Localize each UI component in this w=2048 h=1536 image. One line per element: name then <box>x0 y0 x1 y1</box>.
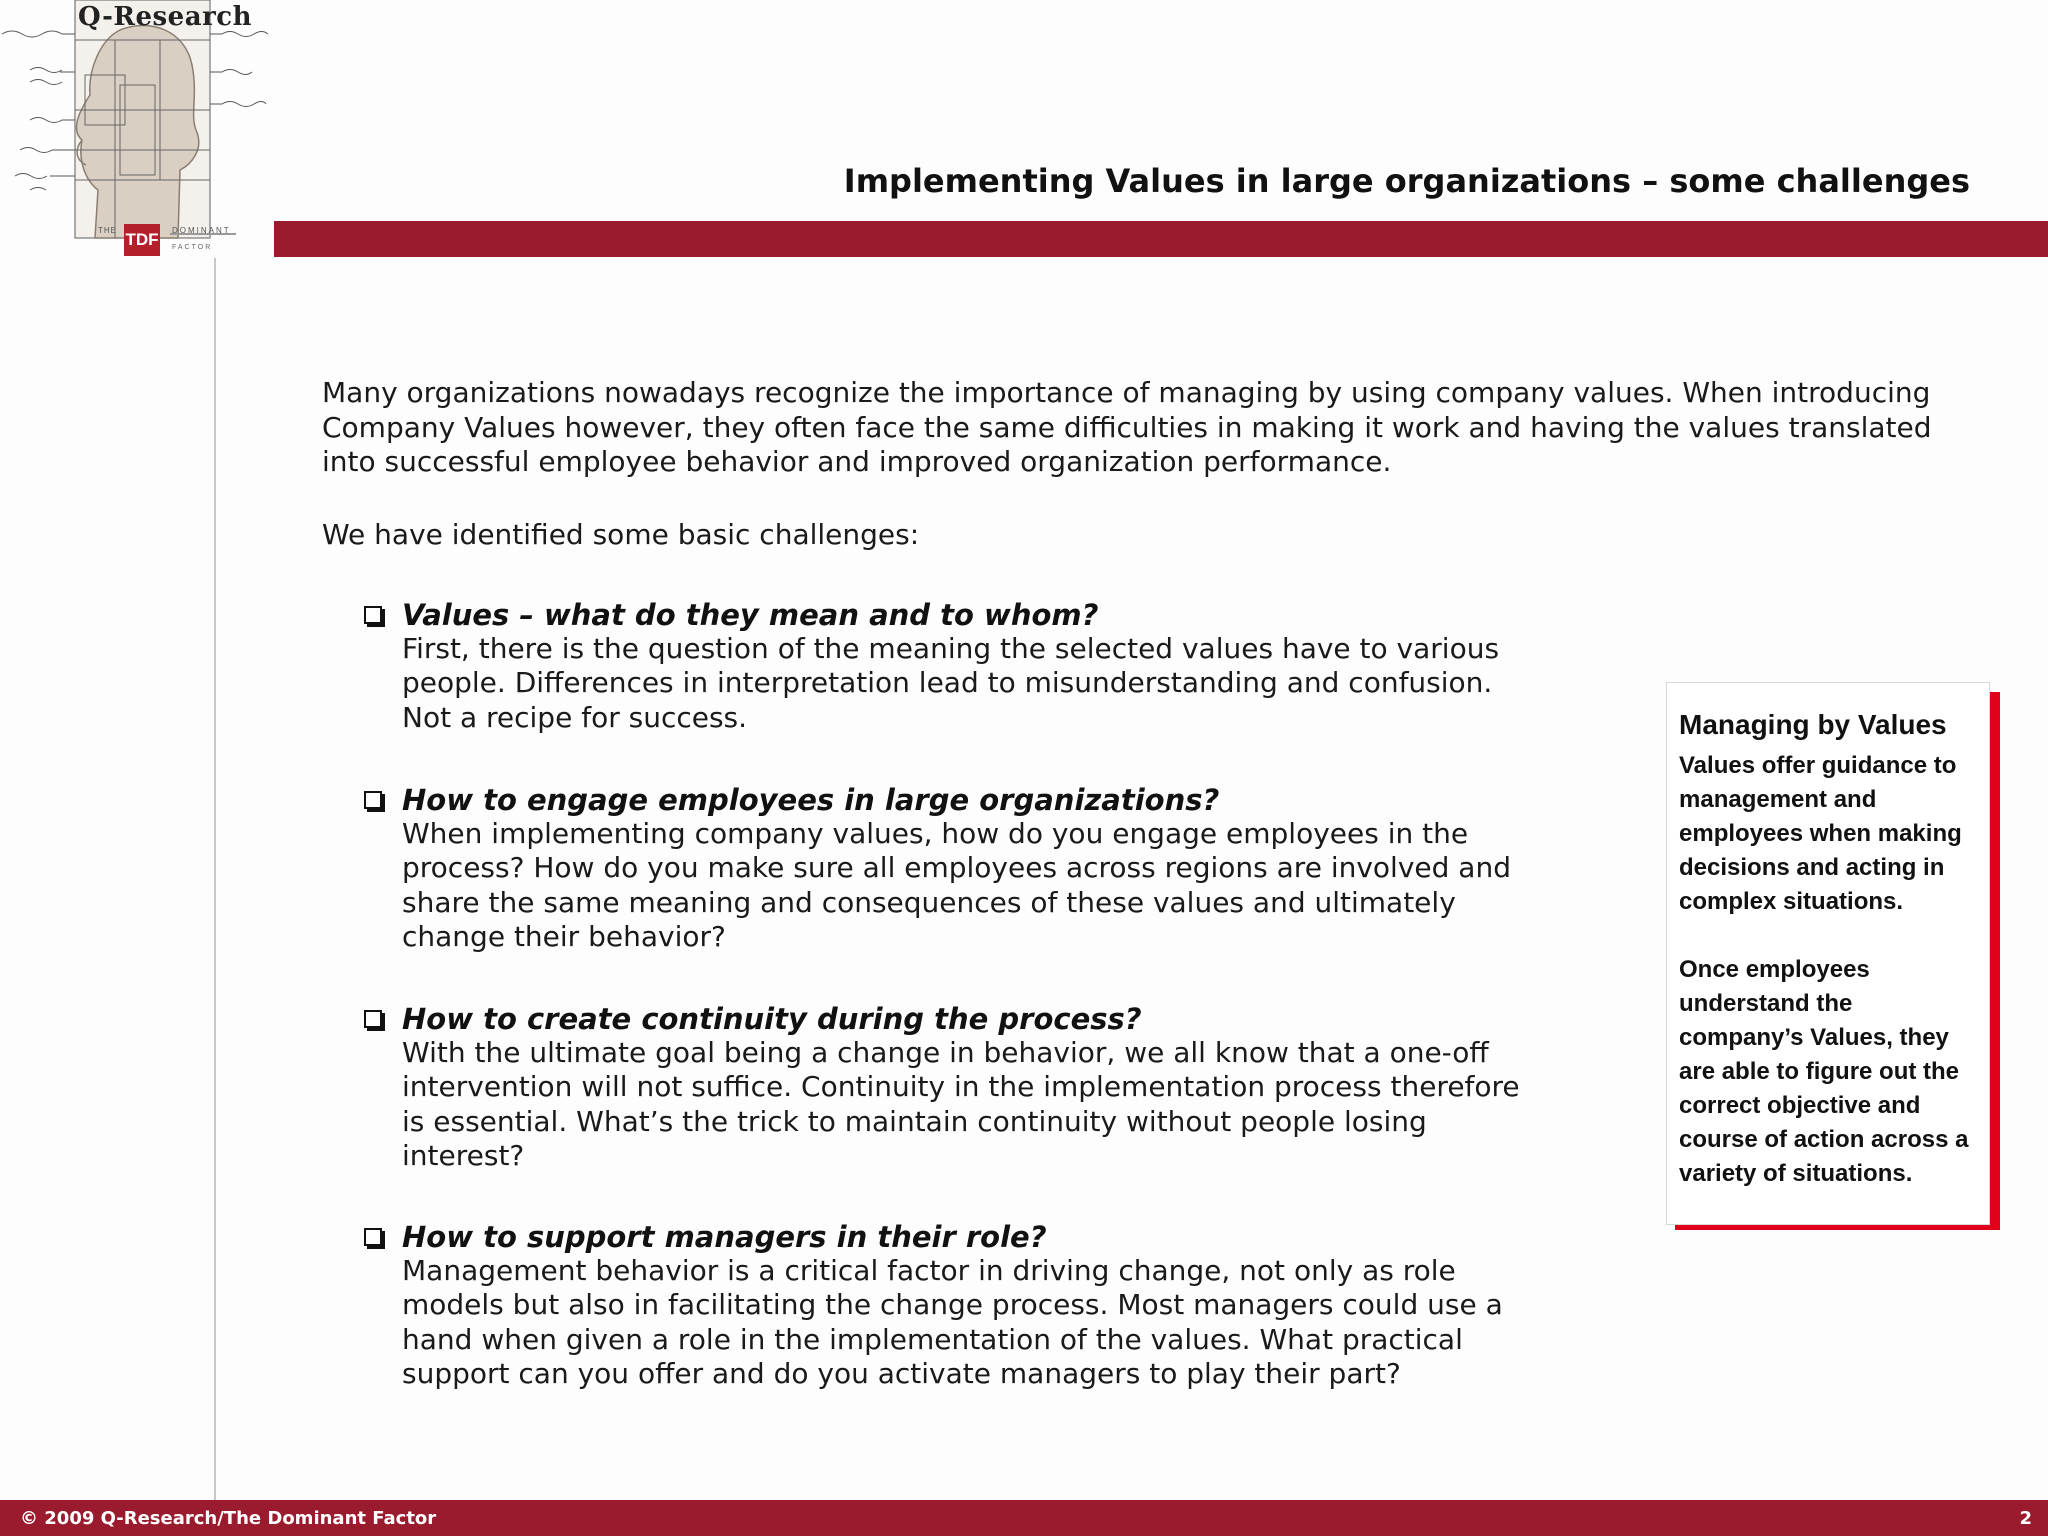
checkbox-bullet-icon <box>364 1010 382 1028</box>
challenge-text: Management behavior is a critical factor in driving change, not only as role models but also in facilitating the change process. Most managers could use a hand when given a role in the implementation of the values. What practical support can you offer and do you activate managers to play their part? <box>402 1254 1503 1391</box>
challenge-title: How to support managers in their role? <box>402 1220 1047 1254</box>
checkbox-bullet-icon <box>364 791 382 809</box>
challenge-item <box>364 1220 1894 1392</box>
challenge-title: Values – what do they mean and to whom? <box>402 598 1099 632</box>
managing-by-values-callout <box>1666 682 1990 1225</box>
intro-paragraph: Many organizations nowadays recognize the importance of managing by using company values. When introducing Company Values however, they often face the same difficulties in making it work and having the values translated into successful employee behavior and improved organization performance. <box>322 376 1932 478</box>
challenge-item <box>364 598 1894 735</box>
company-logo <box>0 0 280 262</box>
header-accent-bar <box>274 221 2048 257</box>
footer-copyright: © 2009 Q-Research/The Dominant Factor <box>20 1508 437 1529</box>
page-number: 2 <box>2019 1508 2032 1529</box>
checkbox-bullet-icon <box>364 606 382 624</box>
challenge-title: How to create continuity during the process? <box>402 1002 1142 1036</box>
callout-paragraph: Once employees understand the company’s Values, they are able to figure out the correct objective and course of action across a variety of situations. <box>1679 956 1969 1187</box>
challenge-title: How to engage employees in large organizations? <box>402 783 1220 817</box>
logo-factor-text: FACTOR <box>172 244 213 251</box>
footer-bar <box>0 1500 2048 1536</box>
logo-wordmark: Q-Research <box>78 2 252 32</box>
challenge-text: With the ultimate goal being a change in behavior, we all know that a one-off intervention will not suffice. Continuity in the implementation process therefore is essential. What’s the trick to maintain continuity without people losing interest? <box>402 1036 1520 1173</box>
challenges-lead: We have identified some basic challenges: <box>322 518 920 551</box>
challenge-text: When implementing company values, how do you engage employees in the process? How do you make sure all employees across regions are involved and share the same meaning and consequences of these values and ultimately change their behavior? <box>402 817 1511 954</box>
callout-title: Managing by Values <box>1679 709 1947 740</box>
vertical-divider <box>214 258 216 1500</box>
head-sketch-illustration <box>0 0 280 262</box>
challenge-item <box>364 783 1894 955</box>
callout-paragraph: Values offer guidance to management and employees when making decisions and acting in complex situations. <box>1679 752 1962 915</box>
logo-the-text: THE <box>98 226 117 235</box>
tdf-badge: TDF <box>124 224 160 256</box>
logo-dominant-text: DOMINANT <box>172 226 231 235</box>
slide-title: Implementing Values in large organizations – some challenges <box>843 162 1970 200</box>
challenge-item <box>364 1002 1894 1174</box>
challenge-text: First, there is the question of the meaning the selected values have to various people. Differences in interpretation lead to misunderstanding and confusion. Not a recipe for success. <box>402 632 1500 734</box>
checkbox-bullet-icon <box>364 1228 382 1246</box>
